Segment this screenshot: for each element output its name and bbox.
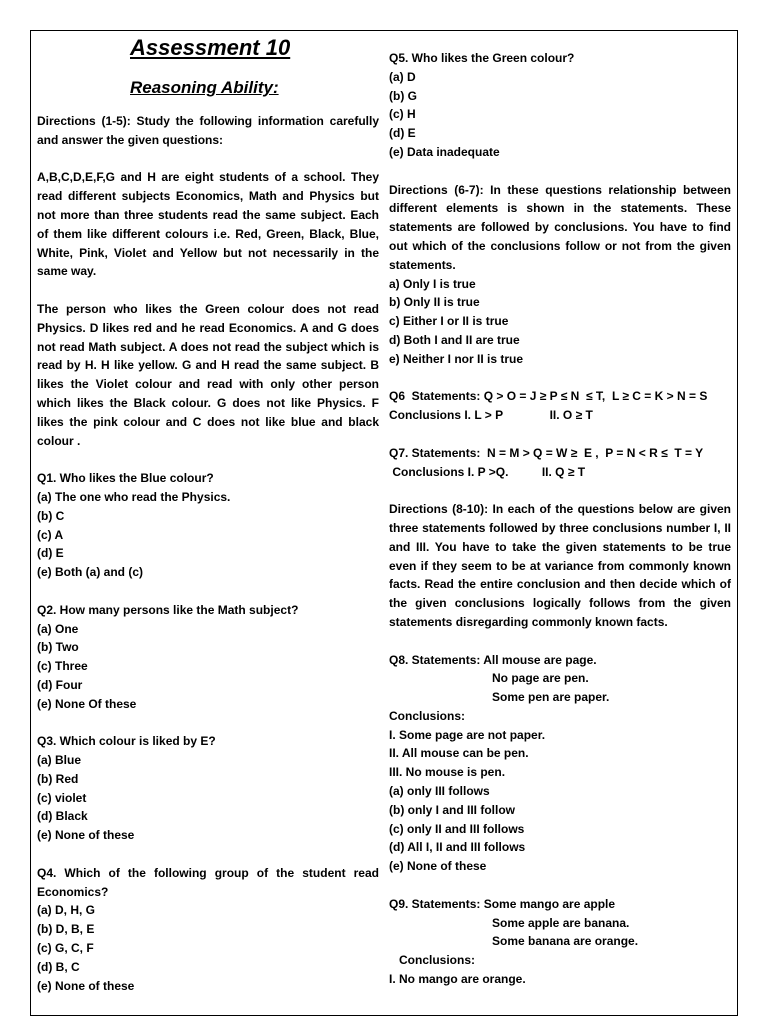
info-paragraph-2: The person who likes the Green colour does not read Physics. D likes red and he read Economics. A and G does not read Math subject. A does not read the subject which is read by H. H like yellow. G and H read the same subject. B likes the Violet colour and read with only other person which likes the Black colour. G does not like Physics. F likes the pink colour and C does not like blue and black colour . [37,301,379,448]
option: (c) G, C, F [37,941,94,956]
question-statement: Some banana are orange. [492,934,639,949]
question-text: Q2. How many persons like the Math subject? [37,602,299,617]
option: (d) B, C [37,959,80,974]
conclusion: III. No mouse is pen. [389,765,506,780]
question-statement: Some apple are banana. [492,915,630,930]
conclusions-label: Conclusions: [389,708,466,723]
conclusion: I. No mango are orange. [389,972,526,987]
option: (a) Blue [37,753,82,768]
option: (a) The one who read the Physics. [37,489,231,504]
option: (e) Data inadequate [389,144,500,159]
option: (c) violet [37,790,87,805]
question-text: Q1. Who likes the Blue colour? [37,471,214,486]
right-column [389,49,731,989]
question-conclusions: Conclusions I. P >Q. II. Q ≥ T [389,464,586,479]
directions-6-7: Directions (6-7): In these questions relationship between different elements is shown in the statements. These statements are followed by conclusions. You have to find out which of the conclusions follow or not from the given statements. [389,182,731,272]
option: (e) Both (a) and (c) [37,565,143,580]
page-subtitle: Reasoning Ability: [130,78,279,97]
question-5 [389,49,731,162]
option: b) Only II is true [389,295,480,310]
option: (a) One [37,621,79,636]
option: (d) E [389,126,416,141]
question-4 [37,864,379,996]
option: (b) D, B, E [37,922,95,937]
question-statement: Q6 Statements: Q > O = J ≥ P ≤ N ≤ T, L ≥ C = K > N = S [389,389,708,404]
option: (c) only II and III follows [389,821,525,836]
question-text: Q4. Which of the following group of the student read Economics? [37,865,379,899]
option: (b) only I and III follow [389,802,515,817]
conclusion: II. All mouse can be pen. [389,746,529,761]
option: (b) G [389,88,417,103]
left-column [37,34,379,995]
question-statement: Q9. Statements: Some mango are apple [389,896,616,911]
option: (a) only III follows [389,784,490,799]
question-statement: Some pen are paper. [492,690,610,705]
option: (c) A [37,527,64,542]
conclusions-label: Conclusions: [399,953,476,968]
question-text: Q5. Who likes the Green colour? [389,51,575,65]
option: d) Both I and II are true [389,332,520,347]
option: (b) Two [37,640,79,655]
page-title: Assessment 10 [130,35,291,60]
question-9 [389,895,731,989]
question-2 [37,601,379,714]
option: (b) C [37,508,65,523]
info-paragraph-1: A,B,C,D,E,F,G and H are eight students of a school. They read different subjects Economics, Math and Physics but not more than three students read the same subject. Each of them like different colours i.e. Red, Green, Black, Blue, White, Pink, Violet and Yellow but not necessarily in the same way. [37,170,379,279]
question-7 [389,444,731,482]
question-statement: Q8. Statements: All mouse are page. [389,652,597,667]
option: (d) All I, II and III follows [389,840,526,855]
question-3 [37,732,379,845]
option: (c) Three [37,659,88,674]
question-6 [389,387,731,425]
conclusion: I. Some page are not paper. [389,727,546,742]
option: (b) Red [37,771,79,786]
option: (e) None of these [37,828,135,843]
question-statement: Q7. Statements: N = M > Q = W ≥ E , P = N < R ≤ T = Y [389,445,704,460]
directions-1-5: Directions (1-5): Study the following information carefully and answer the given questions: [37,114,379,147]
option: (a) D [389,69,416,84]
option: (e) None of these [37,978,135,993]
question-text: Q3. Which colour is liked by E? [37,734,216,749]
option: (d) Black [37,809,88,824]
question-1 [37,469,379,582]
option: (a) D, H, G [37,903,96,918]
directions-8-10: Directions (8-10): In each of the questions below are given three statements followed by three conclusions number I, II and III. You have to take the given statements to be true even if they seem to be at variance from commonly known facts. Read the entire conclusion and then decide which of the given conclusions logically follows from the given statements disregarding commonly known facts. [389,502,731,629]
option: c) Either I or II is true [389,314,509,329]
option: (d) E [37,546,64,561]
option: a) Only I is true [389,276,476,291]
option: (d) Four [37,677,83,692]
question-8 [389,651,731,877]
option: (e) None Of these [37,696,137,711]
question-statement: No page are pen. [492,671,589,686]
question-conclusions: Conclusions I. L > P II. O ≥ T [389,408,593,423]
option: (c) H [389,107,416,122]
option: (e) None of these [389,859,487,874]
option: e) Neither I nor II is true [389,351,524,366]
